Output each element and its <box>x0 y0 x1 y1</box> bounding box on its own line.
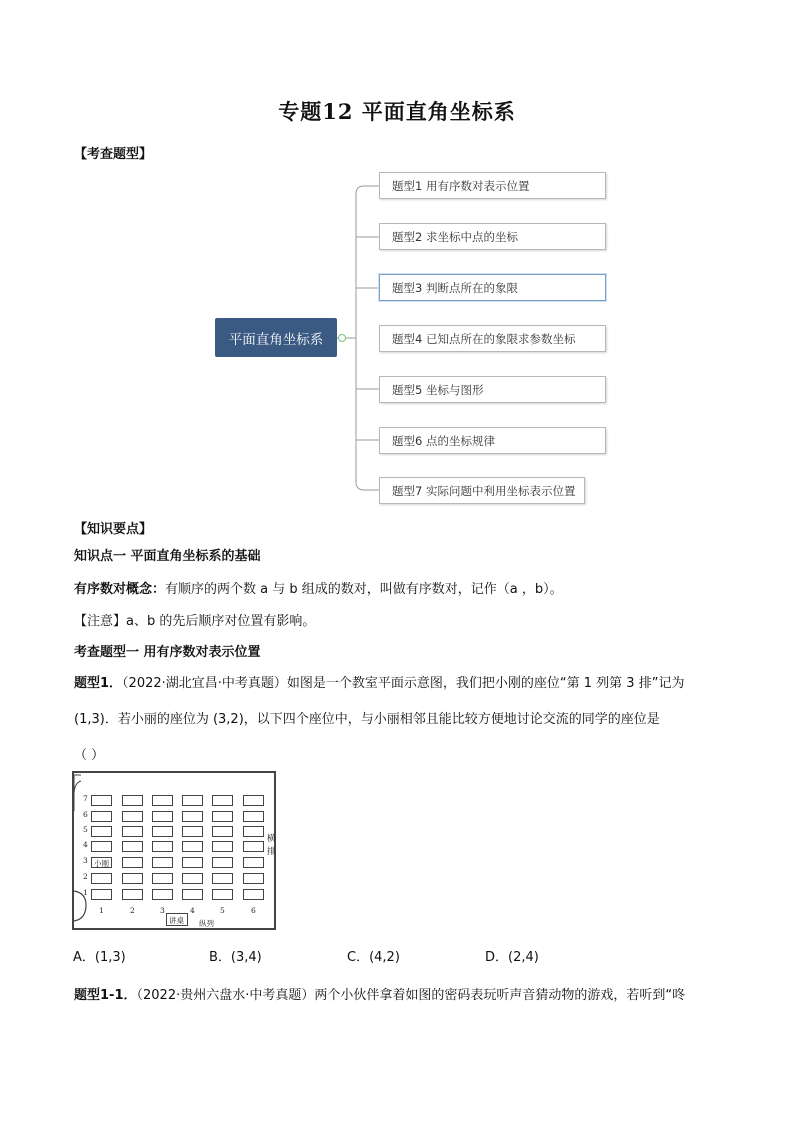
seat <box>212 857 233 868</box>
question-1-1 <box>74 984 685 1003</box>
seat <box>152 795 173 806</box>
row-number: 3 <box>83 856 88 865</box>
seat <box>122 826 143 837</box>
seat-label-xiaogang: 小刚 <box>94 859 109 868</box>
section-exam-types: 【考查题型】 <box>74 147 153 162</box>
seat <box>212 826 233 837</box>
mindmap-node-4[interactable]: 题型4 已知点所在的象限求参数坐标 <box>379 325 606 352</box>
option-a[interactable]: A．(1,3) <box>73 950 126 965</box>
row-number: 1 <box>83 888 88 897</box>
seat <box>182 857 203 868</box>
seat <box>122 811 143 822</box>
seat <box>152 811 173 822</box>
row-number: 2 <box>83 872 88 881</box>
question-1-1-label: 题型1-1． <box>74 988 137 1003</box>
seat <box>122 873 143 884</box>
seat <box>243 811 264 822</box>
seat <box>212 889 233 900</box>
seat <box>243 795 264 806</box>
seat <box>122 889 143 900</box>
ordered-pair-definition <box>74 578 563 597</box>
seat <box>212 873 233 884</box>
column-number: 5 <box>220 906 225 915</box>
question-label: 题型1． <box>74 676 123 691</box>
row-axis-label-2: 排 <box>267 847 276 857</box>
seat <box>243 889 264 900</box>
seat <box>212 841 233 852</box>
seat <box>212 811 233 822</box>
row-number: 5 <box>83 825 88 834</box>
answer-parentheses: （ ） <box>74 748 105 763</box>
seat <box>243 873 264 884</box>
seat <box>182 795 203 806</box>
ordered-pair-text: 有顺序的两个数 a 与 b 组成的数对，叫做有序数对，记作（a ，b）。 <box>165 582 563 597</box>
exam-type-heading: 考查题型一 用有序数对表示位置 <box>74 645 261 660</box>
ordered-pair-label: 有序数对概念： <box>74 582 166 597</box>
row-axis-label-1: 横 <box>267 834 276 844</box>
seat <box>182 889 203 900</box>
question-1-line2: (1,3)．若小丽的座位为 (3,2)，以下四个座位中，与小丽相邻且能比较方便地讨论交流的同学的座位是 <box>74 712 660 727</box>
collapse-handle <box>339 335 346 342</box>
seat <box>243 857 264 868</box>
mindmap-node-1[interactable]: 题型1 用有序数对表示位置 <box>379 172 606 199</box>
seat <box>182 826 203 837</box>
seat <box>243 841 264 852</box>
seat <box>122 857 143 868</box>
question-text: 如图是一个教室平面示意图，我们把小刚的座位“第 1 列第 3 排”记为 <box>286 676 685 691</box>
classroom-diagram <box>72 771 276 930</box>
seat <box>152 826 173 837</box>
seat <box>182 841 203 852</box>
seat <box>152 889 173 900</box>
column-number: 3 <box>160 906 165 915</box>
podium <box>166 913 188 926</box>
column-number: 2 <box>130 906 135 915</box>
mindmap-node-7[interactable]: 题型7 实际问题中利用坐标表示位置 <box>379 477 585 504</box>
row-number: 7 <box>83 794 88 803</box>
mindmap-root[interactable]: 平面直角坐标系 <box>215 318 337 357</box>
seat <box>152 841 173 852</box>
option-b[interactable]: B．(3,4) <box>209 950 262 965</box>
section-knowledge: 【知识要点】 <box>74 522 153 537</box>
seat <box>152 857 173 868</box>
door-icon <box>72 771 102 931</box>
seat <box>122 841 143 852</box>
column-axis-label: 纵列 <box>199 919 214 928</box>
row-number: 4 <box>83 840 88 849</box>
seat <box>243 826 264 837</box>
podium-label: 讲桌 <box>169 916 184 925</box>
note: 【注意】a、b 的先后顺序对位置有影响。 <box>74 614 316 629</box>
column-number: 4 <box>190 906 195 915</box>
seat <box>182 811 203 822</box>
mindmap-node-5[interactable]: 题型5 坐标与图形 <box>379 376 606 403</box>
seat <box>212 795 233 806</box>
seat <box>152 873 173 884</box>
row-number: 6 <box>83 810 88 819</box>
option-d[interactable]: D．(2,4) <box>485 950 539 965</box>
page-title: 专题12 平面直角坐标系 <box>278 99 516 124</box>
question-1-line1 <box>74 672 684 691</box>
column-number: 1 <box>99 906 104 915</box>
mindmap-node-3[interactable]: 题型3 判断点所在的象限 <box>379 274 606 301</box>
question-source: （2022·湖北宜昌·中考真题） <box>122 676 287 691</box>
knowledge-point-heading: 知识点一 平面直角坐标系的基础 <box>74 549 261 564</box>
mindmap-node-6[interactable]: 题型6 点的坐标规律 <box>379 427 606 454</box>
mindmap-node-2[interactable]: 题型2 求坐标中点的坐标 <box>379 223 606 250</box>
seat <box>182 873 203 884</box>
question-1-1-text: （2022·贵州六盘水·中考真题）两个小伙伴拿着如图的密码表玩听声音猜动物的游戏，若听到“咚 <box>136 988 686 1003</box>
option-c[interactable]: C．(4,2) <box>347 950 400 965</box>
column-number: 6 <box>251 906 256 915</box>
seat <box>122 795 143 806</box>
